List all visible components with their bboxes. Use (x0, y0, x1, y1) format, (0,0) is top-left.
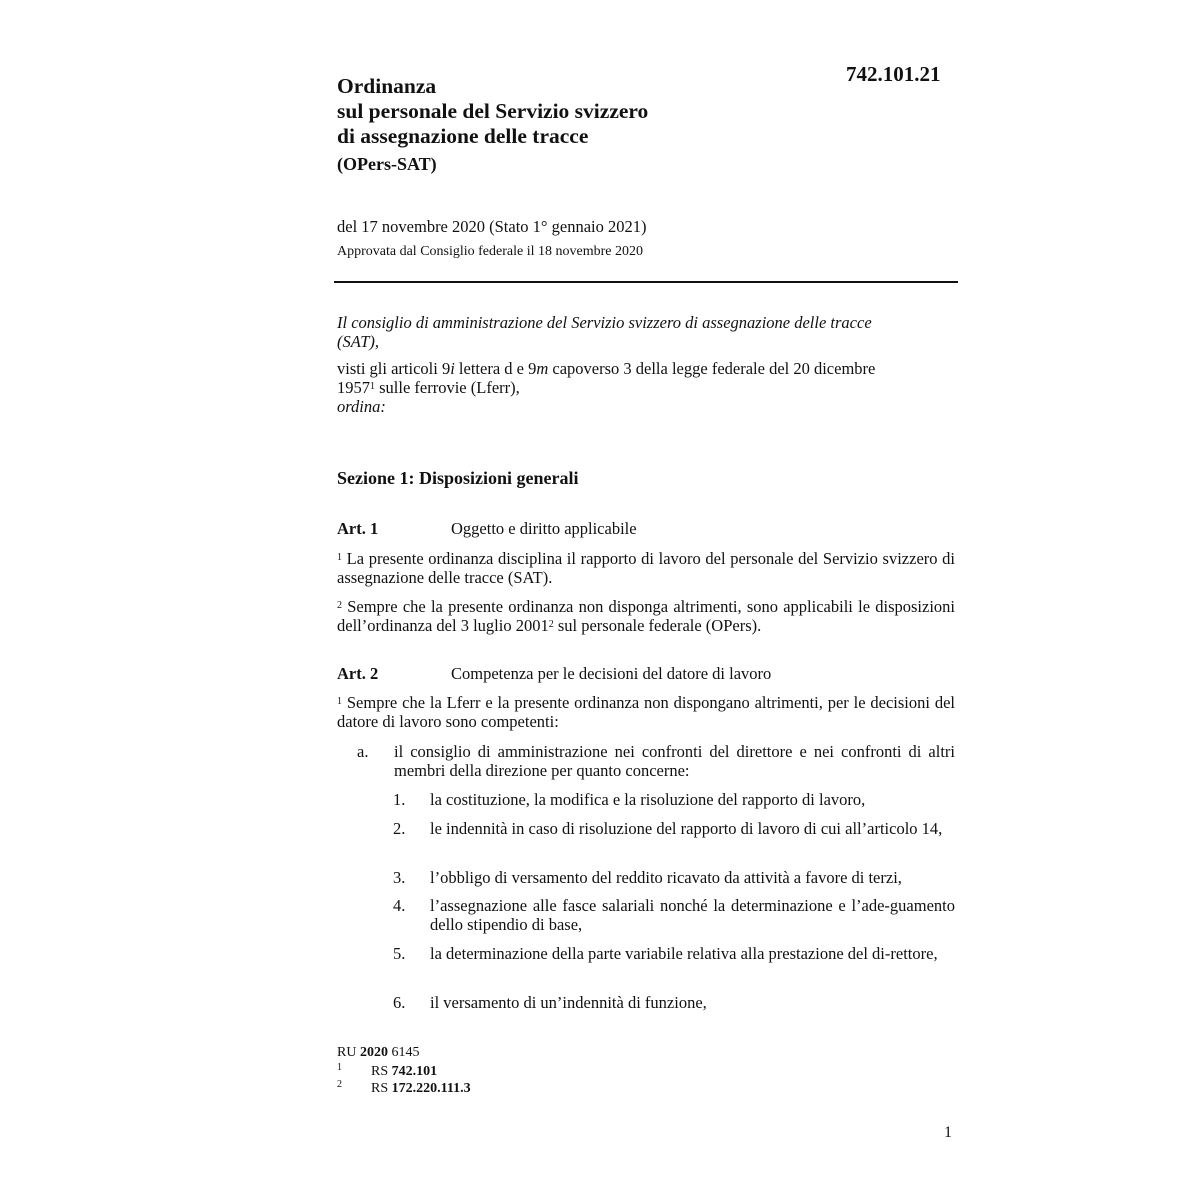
preamble-legal-basis (337, 359, 955, 397)
article-1-paragraph-1 (337, 549, 955, 587)
basis-text: visti gli articoli 9 (337, 359, 451, 378)
title-line: Ordinanza (337, 74, 437, 98)
footnote-text (371, 1081, 471, 1097)
footnote-number: 2 (337, 1079, 342, 1090)
ru-year: 2020 (359, 1045, 388, 1060)
ru-page: 6145 (387, 1045, 420, 1060)
footnote-prefix: RS (371, 1064, 392, 1079)
basis-text: capoverso 3 della legge federale del 20 dicembre (548, 359, 876, 378)
sub-item-label: 6. (393, 993, 406, 1012)
date-line: del 17 novembre 2020 (Stato 1° gennaio 2021) (337, 217, 647, 236)
sub-item-text: le indennità in caso di risoluzione del rapporto di lavoro di cui all’articolo 14, (430, 819, 943, 838)
sub-item-label: 3. (393, 868, 406, 887)
document-title (337, 74, 648, 149)
list-text: il consiglio di amministrazione nei confronti del direttore e nei confronti di altri membri della direzione per quanto concerne: (394, 742, 955, 780)
sub-item-text: la costituzione, la modifica e la risoluzione del rapporto di lavoro, (430, 790, 866, 809)
sub-item-text: la determinazione della parte variabile relativa alla prestazione del di-rettore, (430, 944, 938, 963)
ru-prefix: RU (337, 1045, 360, 1060)
article-title: Oggetto e diritto applicabile (451, 519, 637, 538)
official-compilation-ref (337, 1045, 419, 1061)
basis-text: 1957 (337, 378, 370, 397)
sub-item-label: 1. (393, 790, 406, 809)
header-divider (334, 281, 958, 283)
article-2-heading (337, 664, 771, 684)
abbreviation: (OPers-SAT) (337, 154, 437, 174)
paragraph-text: sul personale federale (OPers). (553, 616, 762, 635)
paragraph-number: 1 (337, 696, 342, 707)
footnote-text (371, 1064, 437, 1080)
footnote-ref[interactable]: 2 (548, 619, 554, 630)
article-1-paragraph-2 (337, 597, 955, 635)
sub-item-label: 4. (393, 896, 406, 915)
paragraph-number: 1 (337, 552, 342, 563)
sub-item-label: 5. (393, 944, 406, 963)
footnote-ref[interactable]: 1 (370, 381, 375, 392)
article-title: Competenza per le decisioni del datore di lavoro (451, 664, 772, 683)
list-label: a. (357, 742, 369, 761)
basis-italic: m (536, 359, 549, 378)
basis-text: sulle ferrovie (Lferr), (375, 378, 520, 397)
article-number: Art. 1 (337, 519, 379, 538)
preamble-ordina: ordina: (337, 397, 386, 416)
article-2-paragraph-1 (337, 693, 955, 731)
page-number: 1 (944, 1124, 952, 1141)
title-line: di assegnazione delle tracce (337, 124, 589, 148)
paragraph-number: 2 (337, 600, 342, 611)
article-1-heading (337, 519, 637, 539)
footnote-link[interactable]: 742.101 (391, 1064, 438, 1079)
sub-item-label: 2. (393, 819, 406, 838)
issuer-line: Il consiglio di amministrazione del Servizio svizzero di assegnazione delle tracce (337, 313, 872, 332)
sr-number: 742.101.21 (846, 62, 941, 86)
sub-item-text: l’obbligo di versamento del reddito ricavato da attività a favore di terzi, (430, 868, 902, 887)
sub-item-text: l’assegnazione alle fasce salariali nonché la determinazione e l’ade-guamento dello stipendio di base, (430, 896, 955, 934)
preamble-issuer (337, 313, 955, 351)
article-number: Art. 2 (337, 664, 379, 683)
approval-line: Approvata dal Consiglio federale il 18 novembre 2020 (337, 244, 643, 259)
section-heading: Sezione 1: Disposizioni generali (337, 468, 579, 488)
preamble (337, 313, 955, 416)
paragraph-text: Sempre che la Lferr e la presente ordinanza non dispongano altrimenti, per le decisioni del datore di lavoro sono competenti: (337, 693, 955, 731)
footnote-prefix: RS (371, 1081, 392, 1096)
title-line: sul personale del Servizio svizzero (337, 99, 649, 123)
footnote-link[interactable]: 172.220.111.3 (391, 1081, 471, 1096)
footnote-number: 1 (337, 1062, 342, 1073)
issuer-line: (SAT), (337, 332, 380, 351)
paragraph-text: Sempre che la presente ordinanza non disponga altrimenti, sono applicabili le disposizioni dell’ordinanza del 3 luglio 2001 (337, 597, 955, 635)
basis-text: lettera d e 9 (454, 359, 537, 378)
sub-item-text: il versamento di un’indennità di funzione, (430, 993, 707, 1012)
basis-italic: i (450, 359, 455, 378)
paragraph-text: La presente ordinanza disciplina il rapporto di lavoro del personale del Servizio svizzero di assegnazione delle tracce (SAT). (337, 549, 955, 587)
